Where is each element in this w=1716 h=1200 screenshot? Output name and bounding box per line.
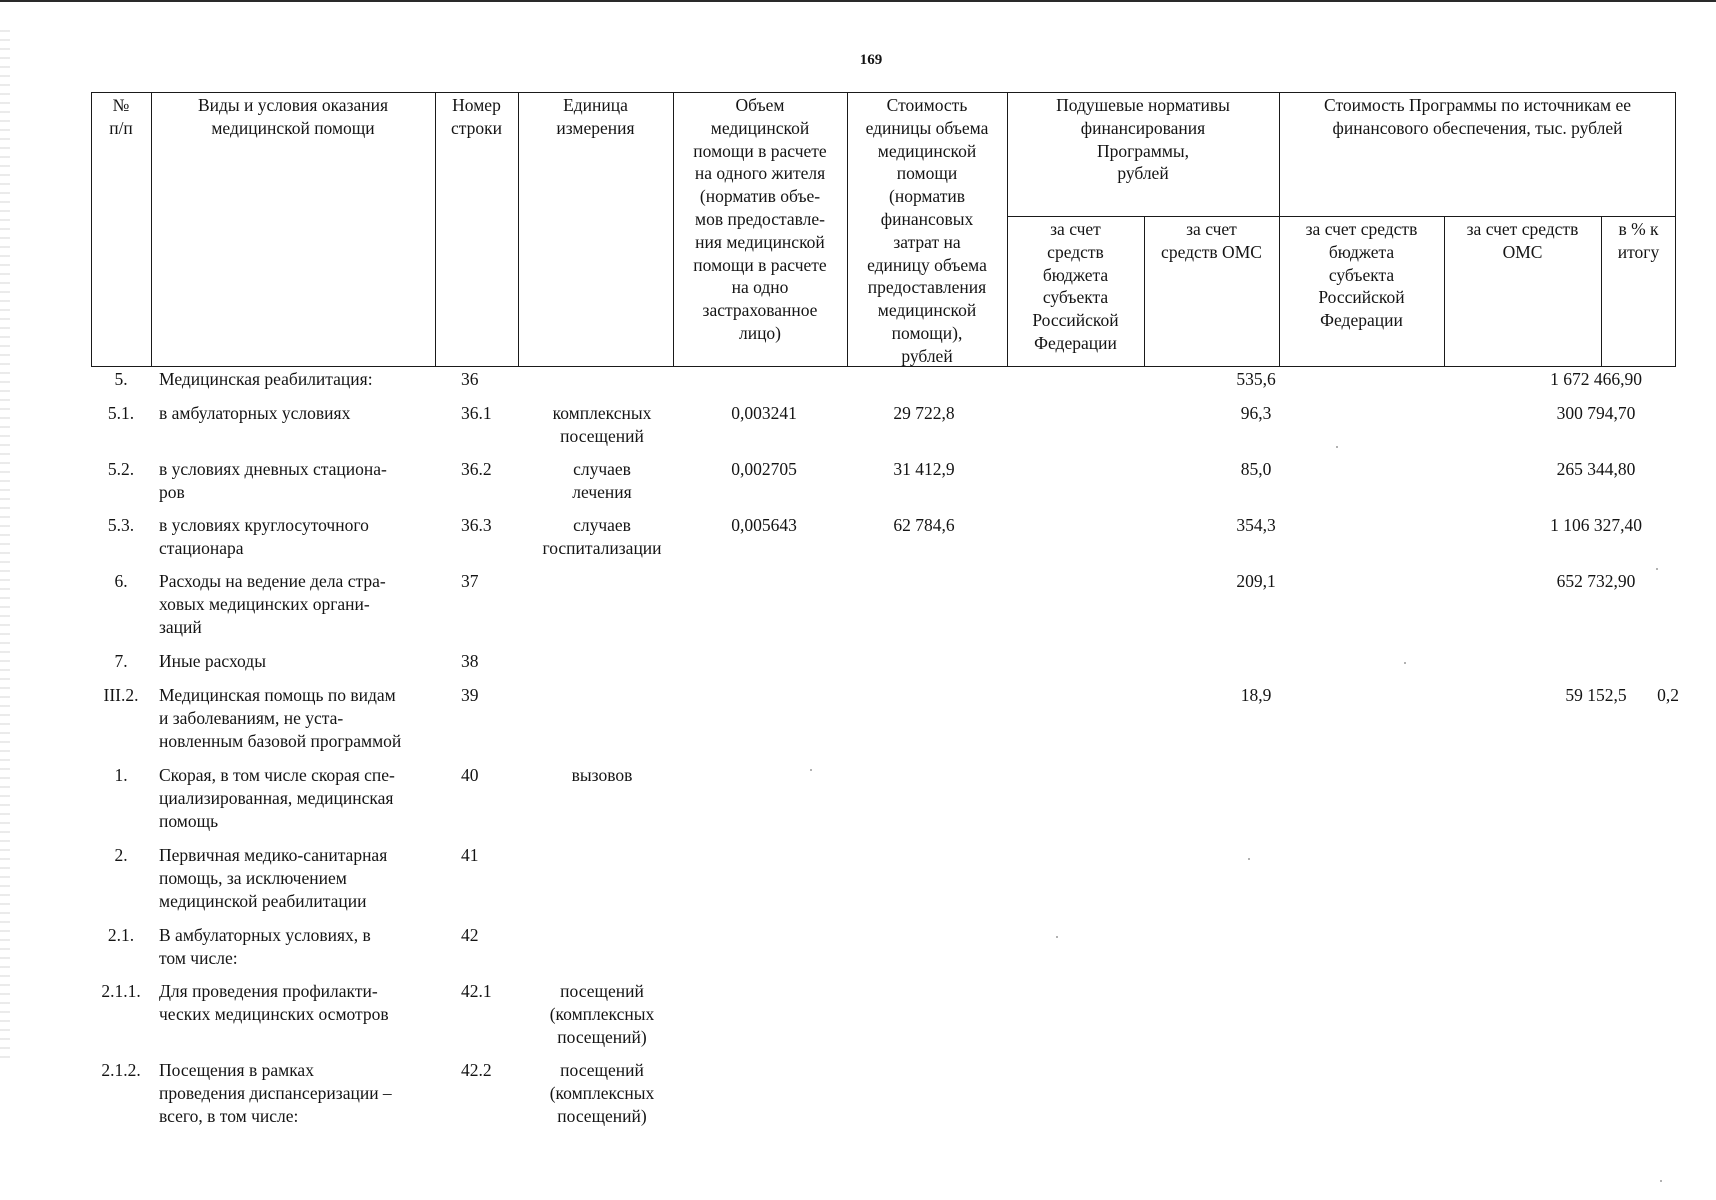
cell-percapita-oms: 209,1 bbox=[1236, 571, 1276, 591]
cell-name: в амбулаторных условиях bbox=[159, 403, 351, 423]
cell-num: 2. bbox=[114, 845, 128, 865]
cell-percent: 0,2 bbox=[1657, 685, 1679, 705]
cell-unit: случаев госпитализации bbox=[542, 515, 662, 558]
scan-speck bbox=[1404, 662, 1406, 664]
header-program-budget: за счет средств бюджета субъекта Российской Федерации bbox=[1305, 219, 1418, 331]
cell-name: Расходы на ведение дела стра- ховых медицинских органи- заций bbox=[159, 571, 386, 637]
table-header bbox=[91, 92, 1676, 367]
cell-percapita-oms: 18,9 bbox=[1240, 685, 1272, 705]
cell-line: 36.3 bbox=[461, 515, 492, 535]
header-line: Номер строки bbox=[451, 95, 502, 138]
cell-name: В амбулаторных условиях, в том числе: bbox=[159, 925, 371, 968]
cell-line: 41 bbox=[461, 845, 479, 865]
cell-cost: 31 412,9 bbox=[893, 459, 955, 479]
header-volume: Объем медицинской помощи в расчете на одного жителя (норматив объе- мов предоставле- ния медицинской помощи в расчете на одно застрахованное лицо) bbox=[693, 95, 827, 343]
cell-line: 36.2 bbox=[461, 459, 492, 479]
cell-line: 42.1 bbox=[461, 981, 492, 1001]
cell-num: III.2. bbox=[103, 685, 139, 705]
header-name: Виды и условия оказания медицинской помощи bbox=[197, 95, 389, 138]
cell-unit: случаев лечения bbox=[572, 459, 632, 502]
cell-percapita-oms: 85,0 bbox=[1240, 459, 1272, 479]
header-unit: Единица измерения bbox=[556, 95, 635, 138]
cell-name: Медицинская помощь по видам и заболеваниям, не уста- новленным базовой программой bbox=[159, 685, 402, 751]
header-program-oms: за счет средств ОМС bbox=[1466, 219, 1579, 262]
header-percapita-budget: за счет средств бюджета субъекта Российской Федерации bbox=[1032, 219, 1119, 353]
header-percapita-oms: за счет средств ОМС bbox=[1161, 219, 1262, 262]
cell-program-oms: 265 344,80 bbox=[1556, 459, 1636, 479]
cell-program-oms: 300 794,70 bbox=[1556, 403, 1636, 423]
header-percapita-group: Подушевые нормативы финансирования Программы, рублей bbox=[1056, 95, 1230, 184]
cell-volume: 0,005643 bbox=[731, 515, 797, 535]
scan-speck bbox=[1056, 936, 1058, 938]
cell-num: 6. bbox=[114, 571, 128, 591]
cell-num: 5.1. bbox=[107, 403, 135, 423]
scan-edge-artifact bbox=[0, 30, 10, 1060]
cell-num: 2.1.2. bbox=[101, 1060, 141, 1080]
cell-volume: 0,002705 bbox=[731, 459, 797, 479]
scan-speck bbox=[1336, 446, 1338, 448]
page-top-rule bbox=[0, 0, 1716, 2]
header-cost: Стоимость единицы объема медицинской помощи (норматив финансовых затрат на единицу объема предоставления медицинской помощи), рублей bbox=[865, 95, 989, 366]
cell-name: Скорая, в том числе скорая спе- циализированная, медицинская помощь bbox=[159, 765, 395, 831]
cell-unit: посещений (комплексных посещений) bbox=[549, 981, 655, 1047]
header-num: № п/п bbox=[109, 95, 133, 138]
cell-cost: 62 784,6 bbox=[893, 515, 955, 535]
cell-name: в условиях круглосуточного стационара bbox=[159, 515, 369, 558]
scan-speck bbox=[1656, 568, 1658, 570]
cell-line: 42.2 bbox=[461, 1060, 492, 1080]
cell-num: 5.2. bbox=[107, 459, 135, 479]
cell-unit: посещений (комплексных посещений) bbox=[549, 1060, 655, 1126]
scan-speck bbox=[1660, 1180, 1662, 1182]
cell-name: Посещения в рамках проведения диспансеризации – всего, в том числе: bbox=[159, 1060, 392, 1126]
cell-line: 40 bbox=[461, 765, 479, 785]
cell-unit: вызовов bbox=[571, 765, 633, 785]
cell-name: Первичная медико-санитарная помощь, за исключением медицинской реабилитации bbox=[159, 845, 388, 911]
cell-line: 37 bbox=[461, 571, 479, 591]
page-number: 169 bbox=[859, 52, 883, 68]
cell-num: 1. bbox=[114, 765, 128, 785]
cell-percapita-oms: 354,3 bbox=[1236, 515, 1276, 535]
cell-num: 7. bbox=[114, 651, 128, 671]
cell-num: 5. bbox=[114, 369, 128, 389]
header-program-cost-group: Стоимость Программы по источникам ее финансового обеспечения, тыс. рублей bbox=[1324, 95, 1631, 138]
scan-speck bbox=[810, 769, 812, 771]
cell-num: 5.3. bbox=[107, 515, 135, 535]
cell-cost: 29 722,8 bbox=[893, 403, 955, 423]
cell-num: 2.1. bbox=[107, 925, 135, 945]
cell-unit: комплексных посещений bbox=[552, 403, 652, 446]
cell-line: 36 bbox=[461, 369, 479, 389]
cell-name: Иные расходы bbox=[159, 651, 266, 671]
cell-percapita-oms: 96,3 bbox=[1240, 403, 1272, 423]
header-subdivider bbox=[1007, 216, 1676, 217]
cell-volume: 0,003241 bbox=[731, 403, 797, 423]
cell-name: Медицинская реабилитация: bbox=[159, 369, 373, 389]
cell-line: 36.1 bbox=[461, 403, 492, 423]
cell-line: 42 bbox=[461, 925, 479, 945]
cell-line: 38 bbox=[461, 651, 479, 671]
cell-program-oms: 59 152,5 bbox=[1565, 685, 1627, 705]
cell-num: 2.1.1. bbox=[101, 981, 141, 1001]
cell-line: 39 bbox=[461, 685, 479, 705]
cell-program-oms: 1 672 466,90 bbox=[1550, 369, 1642, 389]
cell-name: Для проведения профилакти- ческих медицинских осмотров bbox=[159, 981, 389, 1024]
cell-program-oms: 652 732,90 bbox=[1556, 571, 1636, 591]
header-program-percent: в % к итогу bbox=[1617, 219, 1660, 262]
cell-percapita-oms: 535,6 bbox=[1236, 369, 1276, 389]
cell-name: в условиях дневных стациона- ров bbox=[159, 459, 387, 502]
cell-program-oms: 1 106 327,40 bbox=[1550, 515, 1642, 535]
scan-speck bbox=[1248, 858, 1250, 860]
